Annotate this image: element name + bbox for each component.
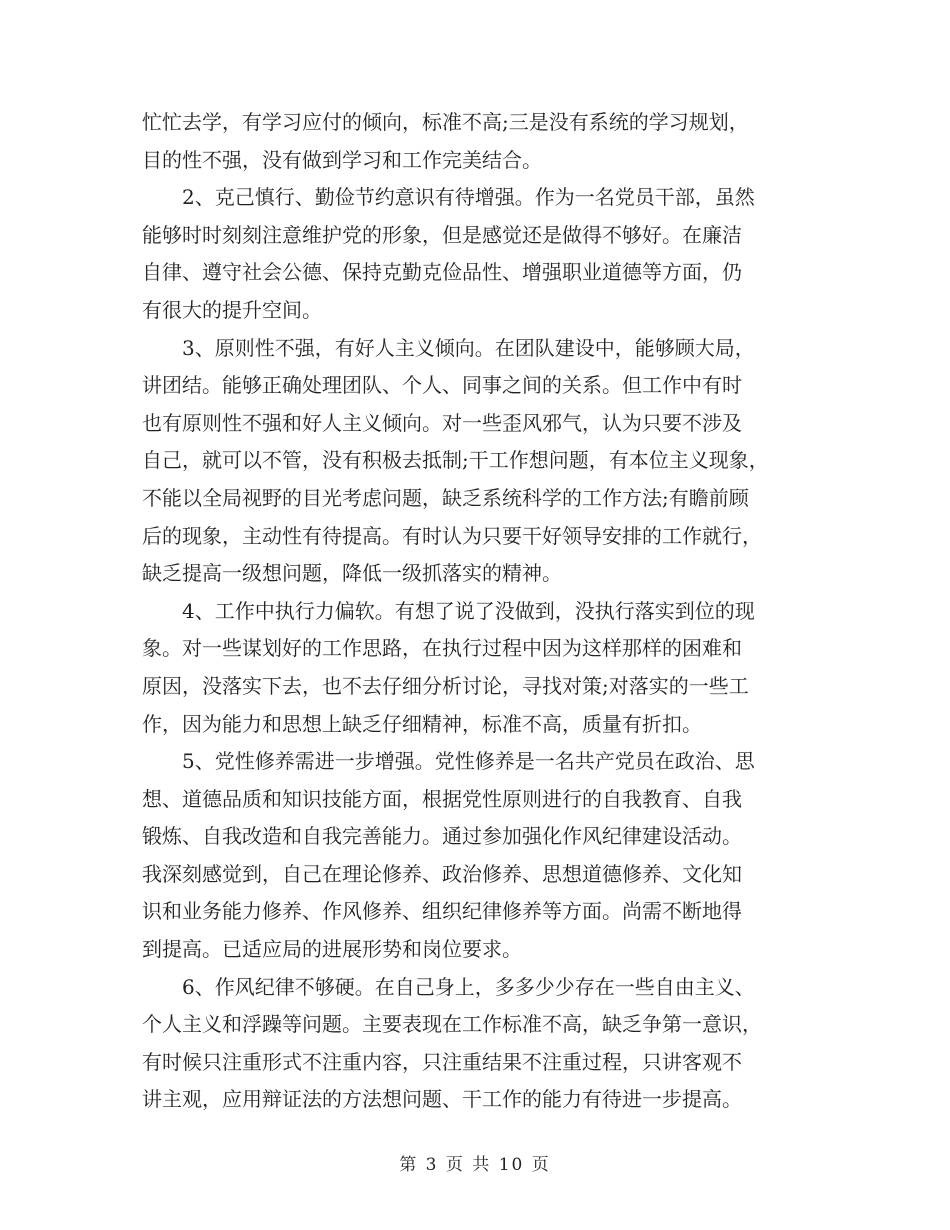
page-number-footer: 第 3 页 共 10 页: [399, 1155, 551, 1175]
text-line: 5、党性修养需进一步增强。党性修养是一名共产党员在政治、思: [182, 749, 755, 774]
text-line: 讲团结。能够正确处理团队、个人、同事之间的关系。但工作中有时: [142, 373, 742, 398]
text-line: 忙忙去学，有学习应付的倾向，标准不高;三是没有系统的学习规划，: [142, 110, 749, 134]
text-line: 有很大的提升空间。: [142, 297, 322, 322]
text-line: 能够时时刻刻注意维护党的形象，但是感觉还是做得不够好。在廉洁: [142, 222, 742, 247]
paragraph-item-2: [142, 179, 812, 329]
text-line: 到提高。已适应局的进展形势和岗位要求。: [142, 937, 522, 962]
text-line: 我深刻感觉到，自己在理论修养、政治修养、思想道德修养、文化知: [142, 861, 742, 886]
text-line: 想、道德品质和知识技能方面，根据党性原则进行的自我教育、自我: [142, 786, 742, 811]
paragraph-item-4: [142, 593, 812, 743]
text-line: 识和业务能力修养、作风修养、组织纪律修养等方面。尚需不断地得: [142, 899, 742, 924]
text-line: 象。对一些谋划好的工作思路，在执行过程中因为这样那样的困难和: [142, 636, 742, 661]
text-line: 讲主观，应用辩证法的方法想问题、干工作的能力有待进一步提高。: [142, 1087, 742, 1112]
text-line: 4、工作中执行力偏软。有想了说了没做到，没执行落实到位的现: [182, 598, 755, 623]
text-line: 2、克己慎行、勤俭节约意识有待增强。作为一名党员干部，虽然: [182, 185, 755, 210]
text-line: 缺乏提高一级想问题，降低一级抓落实的精神。: [142, 561, 562, 586]
document-body: [142, 104, 812, 1119]
text-line: 作，因为能力和思想上缺乏仔细精神，标准不高，质量有折扣。: [142, 711, 702, 736]
text-line: 也有原则性不强和好人主义倾向。对一些歪风邪气，认为只要不涉及: [142, 410, 742, 435]
text-line: 目的性不强，没有做到学习和工作完美结合。: [142, 147, 542, 172]
text-line: 3、原则性不强，有好人主义倾向。在团队建设中，能够顾大局，: [182, 335, 755, 360]
text-line: 后的现象，主动性有待提高。有时认为只要干好领导安排的工作就行，: [142, 523, 762, 548]
text-line: 自己，就可以不管，没有积极去抵制;干工作想问题，有本位主义现象，: [142, 448, 769, 473]
text-line: 个人主义和浮躁等问题。主要表现在工作标准不高，缺乏争第一意识，: [142, 1012, 762, 1037]
paragraph-continued: [142, 104, 812, 179]
text-line: 6、作风纪律不够硬。在自己身上，多多少少存在一些自由主义、: [182, 974, 755, 999]
text-line: 锻炼、自我改造和自我完善能力。通过参加强化作风纪律建设活动。: [142, 824, 742, 849]
text-line: 不能以全局视野的目光考虑问题，缺乏系统科学的工作方法;有瞻前顾: [142, 485, 749, 510]
text-line: 自律、遵守社会公德、保持克勤克俭品性、增强职业道德等方面，仍: [142, 260, 742, 285]
paragraph-item-3: [142, 330, 812, 593]
text-line: 原因，没落实下去，也不去仔细分析讨论，寻找对策;对落实的一些工: [142, 673, 749, 698]
paragraph-item-5: [142, 743, 812, 969]
paragraph-item-6: [142, 969, 812, 1119]
text-line: 有时候只注重形式不注重内容，只注重结果不注重过程，只讲客观不: [142, 1049, 742, 1074]
